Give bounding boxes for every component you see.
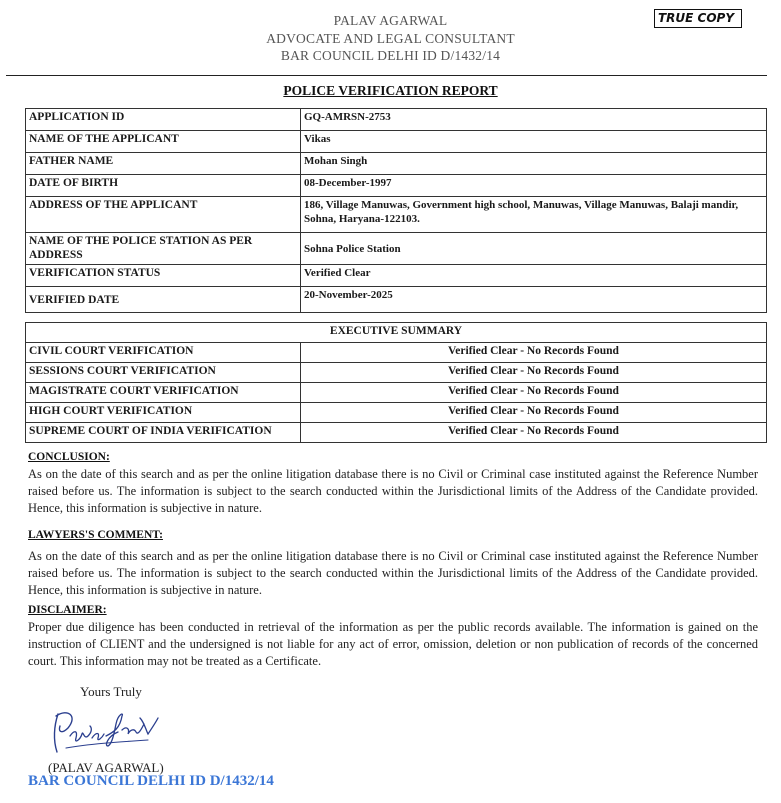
conclusion-text: As on the date of this search and as per the online litigation database there is no Civil or Criminal case instituted against the Reference Number raised before us. The information is subject to the search conducted within the Jurisdictional limits of the Address of the Candidate provided. Hence, this information is subjective in nature. [28, 467, 758, 515]
closing-salutation: Yours Truly [80, 684, 142, 699]
court-label: HIGH COURT VERIFICATION [26, 403, 301, 423]
detail-value: GQ-AMRSN-2753 [301, 109, 767, 131]
detail-value: 08-December-1997 [301, 175, 767, 197]
court-status: Verified Clear - No Records Found [301, 343, 767, 363]
advocate-profession: ADVOCATE AND LEGAL CONSULTANT [266, 30, 515, 46]
table-row [26, 363, 767, 383]
court-label: CIVIL COURT VERIFICATION [26, 343, 301, 363]
detail-label: DATE OF BIRTH [26, 175, 301, 197]
table-row [26, 153, 767, 175]
advocate-bar-id: BAR COUNCIL DELHI ID D/1432/14 [280, 48, 501, 63]
advocate-name: PALAV AGARWAL [333, 13, 448, 28]
true-copy-stamp: TRUE COPY [654, 9, 742, 28]
signatory-name: (PALAV AGARWAL) [48, 760, 164, 775]
table-row [26, 323, 767, 343]
detail-value: Sohna Police Station [301, 233, 767, 265]
executive-summary-heading: EXECUTIVE SUMMARY [26, 323, 767, 343]
lawyers-comment-heading: LAWYERS'S COMMENT: [28, 529, 163, 541]
detail-value: Vikas [301, 131, 767, 153]
disclaimer-section [28, 602, 758, 670]
header-divider [6, 75, 767, 76]
court-label: SESSIONS COURT VERIFICATION [26, 363, 301, 383]
table-row [26, 287, 767, 313]
detail-label: VERIFICATION STATUS [26, 265, 301, 287]
conclusion-section [28, 449, 758, 517]
detail-value: Verified Clear [301, 265, 767, 287]
table-row [26, 265, 767, 287]
table-row [26, 109, 767, 131]
table-row [26, 383, 767, 403]
detail-label: APPLICATION ID [26, 109, 301, 131]
court-status: Verified Clear - No Records Found [301, 423, 767, 443]
table-row [26, 233, 767, 265]
disclaimer-text: Proper due diligence has been conducted in retrieval of the information as per the public records available. The information is gained on the instruction of CLIENT and the undersigned is not liable for any act of error, omission, deletion or non publication of records of the concerned court. This information may not be treated as a Certificate. [28, 620, 758, 668]
court-status: Verified Clear - No Records Found [301, 383, 767, 403]
detail-label: NAME OF THE POLICE STATION AS PER ADDRESS [26, 233, 301, 265]
disclaimer-heading: DISCLAIMER: [28, 604, 107, 616]
table-row [26, 175, 767, 197]
table-row [26, 423, 767, 443]
detail-value: 20-November-2025 [301, 287, 767, 313]
lawyers-comment-section [28, 527, 758, 599]
report-title: POLICE VERIFICATION REPORT [283, 83, 498, 98]
detail-value: 186, Village Manuwas, Government high school, Manuwas, Village Manuwas, Balaji mandir, Sohna, Haryana-122103. [301, 197, 767, 233]
detail-value: Mohan Singh [301, 153, 767, 175]
detail-label: NAME OF THE APPLICANT [26, 131, 301, 153]
executive-summary-table [25, 322, 767, 443]
court-label: SUPREME COURT OF INDIA VERIFICATION [26, 423, 301, 443]
applicant-details-table [25, 108, 767, 313]
signatory-bar-id: BAR COUNCIL DELHI ID D/1432/14 [28, 773, 274, 789]
court-status: Verified Clear - No Records Found [301, 403, 767, 423]
signature-image [48, 706, 163, 758]
court-label: MAGISTRATE COURT VERIFICATION [26, 383, 301, 403]
table-row [26, 131, 767, 153]
table-row [26, 403, 767, 423]
detail-label: ADDRESS OF THE APPLICANT [26, 197, 301, 233]
court-status: Verified Clear - No Records Found [301, 363, 767, 383]
lawyers-comment-text: As on the date of this search and as per the online litigation database there is no Civil or Criminal case instituted against the Reference Number raised before us. The information is subject to the search conducted within the Jurisdictional limits of the Address of the Candidate provided. Hence, this information is subjective in nature. [28, 549, 758, 597]
detail-label: VERIFIED DATE [26, 287, 301, 313]
detail-label: FATHER NAME [26, 153, 301, 175]
table-row [26, 343, 767, 363]
conclusion-heading: CONCLUSION: [28, 451, 110, 463]
table-row [26, 197, 767, 233]
